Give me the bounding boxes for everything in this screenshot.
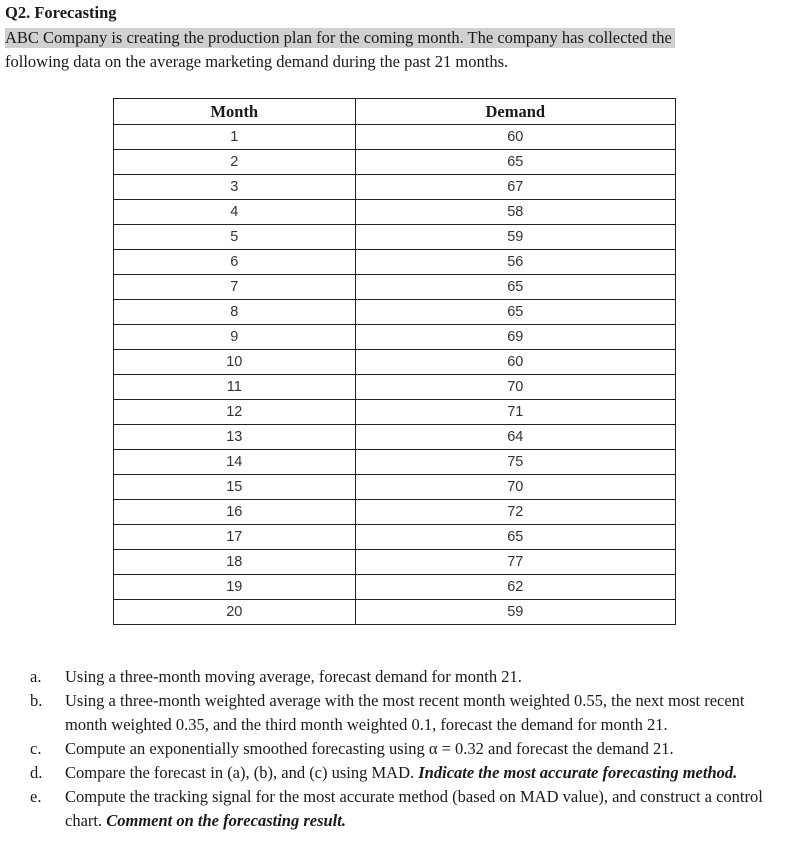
demand-cell: 71 (355, 400, 675, 425)
demand-cell: 60 (355, 125, 675, 150)
demand-cell: 65 (355, 300, 675, 325)
demand-cell: 75 (355, 450, 675, 475)
demand-cell: 64 (355, 425, 675, 450)
demand-cell: 60 (355, 350, 675, 375)
table-header-row (114, 99, 676, 125)
demand-cell: 70 (355, 375, 675, 400)
question-text: Using a three-month weighted average with the most recent month weighted 0.55, the next most recent month weighted 0.35, and the third month weighted 0.1, forecast the demand for month 21. (65, 691, 745, 734)
month-cell: 20 (114, 600, 356, 625)
month-cell: 11 (114, 375, 356, 400)
question-text: Using a three-month moving average, forecast demand for month 21. (65, 667, 522, 686)
question-marker: b. (30, 691, 43, 710)
demand-cell: 69 (355, 325, 675, 350)
month-cell: 14 (114, 450, 356, 475)
month-cell: 18 (114, 550, 356, 575)
month-cell: 15 (114, 475, 356, 500)
table-row (114, 475, 676, 500)
table-row (114, 550, 676, 575)
demand-cell: 58 (355, 200, 675, 225)
question-marker: d. (30, 763, 43, 782)
intro-paragraph (5, 26, 795, 74)
month-cell: 17 (114, 525, 356, 550)
demand-cell: 77 (355, 550, 675, 575)
month-cell: 7 (114, 275, 356, 300)
demand-cell: 65 (355, 525, 675, 550)
month-cell: 1 (114, 125, 356, 150)
table-row (114, 600, 676, 625)
month-cell: 16 (114, 500, 356, 525)
month-cell: 8 (114, 300, 356, 325)
question-text: Compute the tracking signal for the most accurate method (based on MAD value), and construct a control chart. (65, 787, 763, 830)
month-cell: 6 (114, 250, 356, 275)
question-marker: e. (30, 787, 42, 806)
demand-cell: 65 (355, 150, 675, 175)
question-text: Compute an exponentially smoothed forecasting using α = 0.32 and forecast the demand 21. (65, 739, 674, 758)
intro-highlighted-text: ABC Company is creating the production plan for the coming month. The company has collected the (5, 28, 675, 48)
table-row (114, 175, 676, 200)
month-cell: 19 (114, 575, 356, 600)
question-list (30, 665, 790, 833)
month-cell: 3 (114, 175, 356, 200)
demand-table (113, 98, 676, 625)
demand-cell: 59 (355, 225, 675, 250)
question-emphasis: Indicate the most accurate forecasting method. (418, 763, 738, 782)
table-row (114, 375, 676, 400)
demand-cell: 62 (355, 575, 675, 600)
question-item (30, 737, 790, 761)
question-marker: a. (30, 667, 42, 686)
month-cell: 9 (114, 325, 356, 350)
table-row (114, 325, 676, 350)
demand-cell: 65 (355, 275, 675, 300)
intro-text: following data on the average marketing demand during the past 21 months. (5, 52, 509, 71)
demand-cell: 59 (355, 600, 675, 625)
table-row (114, 250, 676, 275)
question-marker: c. (30, 739, 42, 758)
demand-cell: 56 (355, 250, 675, 275)
month-cell: 5 (114, 225, 356, 250)
demand-column-header: Demand (355, 99, 675, 125)
month-column-header: Month (114, 99, 356, 125)
question-item (30, 761, 790, 785)
table-row (114, 150, 676, 175)
month-cell: 4 (114, 200, 356, 225)
question-text: Compare the forecast in (a), (b), and (c) using MAD. (65, 763, 415, 782)
question-item (30, 785, 790, 833)
demand-cell: 70 (355, 475, 675, 500)
month-cell: 12 (114, 400, 356, 425)
question-item (30, 689, 790, 737)
month-cell: 2 (114, 150, 356, 175)
table-row (114, 125, 676, 150)
table-row (114, 450, 676, 475)
question-emphasis: Comment on the forecasting result. (106, 811, 346, 830)
table-row (114, 275, 676, 300)
demand-cell: 67 (355, 175, 675, 200)
table-row (114, 400, 676, 425)
table-row (114, 525, 676, 550)
question-heading: Q2. Forecasting (5, 3, 117, 22)
table-row (114, 300, 676, 325)
table-row (114, 350, 676, 375)
table-row (114, 500, 676, 525)
question-item (30, 665, 790, 689)
table-row (114, 425, 676, 450)
table-row (114, 200, 676, 225)
demand-cell: 72 (355, 500, 675, 525)
month-cell: 10 (114, 350, 356, 375)
month-cell: 13 (114, 425, 356, 450)
table-row (114, 225, 676, 250)
table-row (114, 575, 676, 600)
